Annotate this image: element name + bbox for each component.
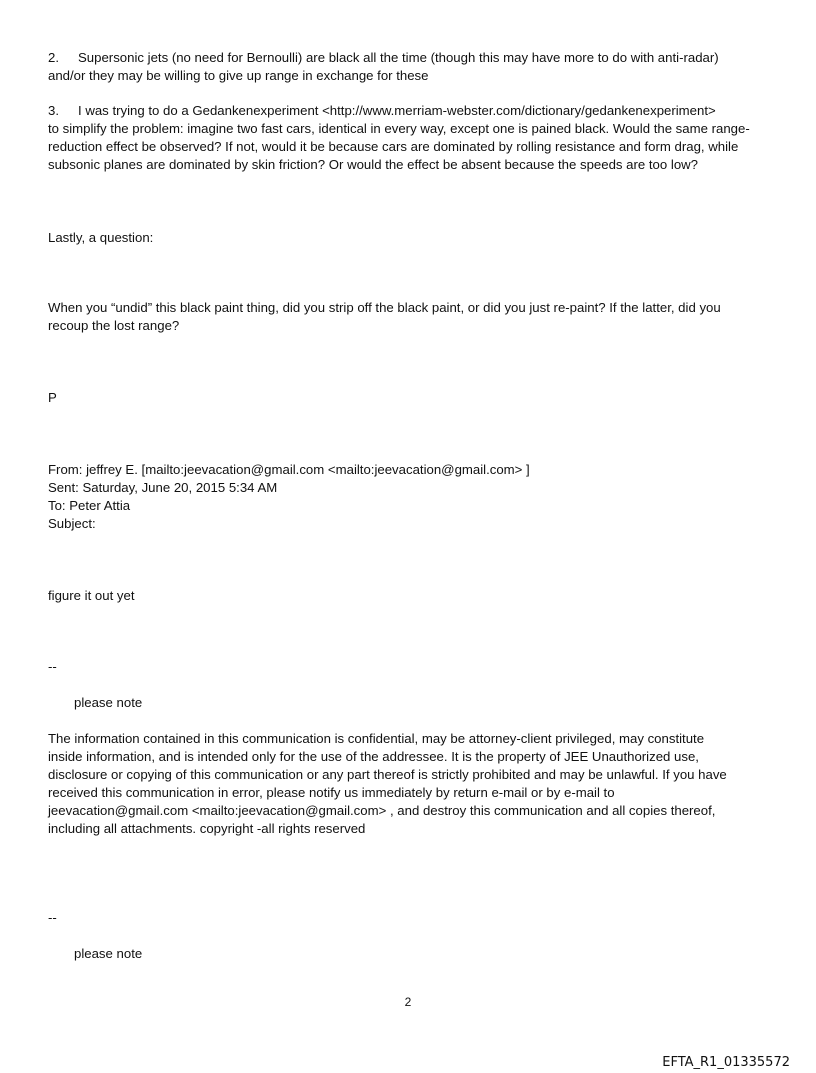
disclaimer-line-3: disclosure or copying of this communication or any part thereof is strictly prohibited and may be unlawful. If you have	[48, 767, 727, 782]
item-3-line-1	[48, 102, 716, 120]
bates-number: EFTA_R1_01335572	[662, 1055, 790, 1070]
disclaimer-line-2: inside information, and is intended only for the use of the addressee. It is the property of JEE Unauthorized use,	[48, 749, 699, 764]
lastly-text: Lastly, a question:	[48, 230, 154, 245]
header-from: From: jeffrey E. [mailto:jeevacation@gmail.com <mailto:jeevacation@gmail.com> ]	[48, 462, 530, 477]
item-3-text-1: I was trying to do a Gedankenexperiment <http://www.merriam-webster.com/dictionary/gedankenexperiment>	[78, 103, 716, 118]
item-2-text-1: Supersonic jets (no need for Bernoulli) are black all the time (though this may have more to do with anti-radar)	[78, 50, 719, 65]
item-3-line-4: subsonic planes are dominated by skin friction? Or would the effect be absent because the speeds are too low?	[48, 157, 699, 172]
question-line-1: When you “undid” this black paint thing, did you strip off the black paint, or did you just re-paint? If the latter, did you	[48, 300, 721, 315]
item-2-line-1	[48, 49, 719, 67]
separator-1: --	[48, 659, 57, 674]
header-subject: Subject:	[48, 516, 96, 531]
disclaimer-line-1: The information contained in this communication is confidential, may be attorney-client privileged, may constitute	[48, 731, 705, 746]
item-3-number: 3.	[48, 103, 59, 118]
email-body: figure it out yet	[48, 588, 135, 603]
item-2-number: 2.	[48, 50, 59, 65]
disclaimer-line-6: including all attachments. copyright -all rights reserved	[48, 821, 366, 836]
header-sent: Sent: Saturday, June 20, 2015 5:34 AM	[48, 480, 278, 495]
note-2: please note	[74, 946, 143, 961]
note-1: please note	[74, 695, 143, 710]
item-3-line-2: to simplify the problem: imagine two fast cars, identical in every way, except one is pained black. Would the same range-	[48, 121, 750, 136]
question-line-2: recoup the lost range?	[48, 318, 180, 333]
header-to: To: Peter Attia	[48, 498, 131, 513]
separator-2: --	[48, 910, 57, 925]
disclaimer-line-4: received this communication in error, please notify us immediately by return e-mail or by e-mail to	[48, 785, 615, 800]
item-3-line-3: reduction effect be observed? If not, would it be because cars are dominated by rolling resistance and form drag, while	[48, 139, 739, 154]
disclaimer-line-5: jeevacation@gmail.com <mailto:jeevacation@gmail.com> , and destroy this communication and all copies thereof,	[48, 803, 716, 818]
item-2-line-2: and/or they may be willing to give up range in exchange for these	[48, 68, 429, 83]
page-number: 2	[404, 995, 412, 1009]
signoff: P	[48, 390, 57, 405]
